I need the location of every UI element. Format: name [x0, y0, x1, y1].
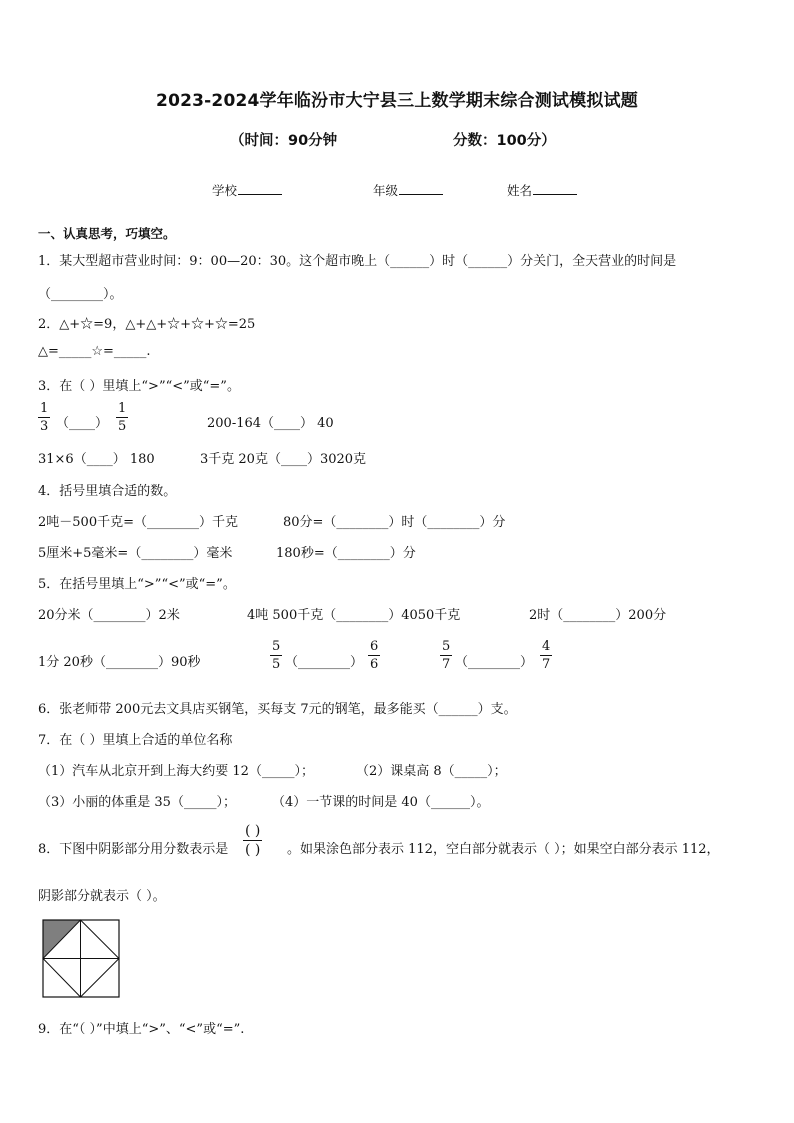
q4-row1b: 80分=（________）时（________）分 — [283, 515, 506, 530]
q3-item-d: 3千克 20克（____）3020克 — [200, 452, 367, 467]
q5-fraction-1 — [270, 640, 282, 671]
q5-fraction-3-num: 5 — [442, 639, 451, 654]
q7-item2: （2）课桌高 8（_____）； — [356, 764, 507, 779]
q8-fraction-den[interactable]: ( ) — [245, 842, 261, 858]
q3-item-c: 31×6（____） 180 — [38, 452, 155, 467]
q3-blank-a[interactable]: （____） — [56, 416, 109, 431]
q3-stem: 3．在（ ）里填上“>”“<”或“=”。 — [38, 379, 240, 394]
q4-stem: 4．括号里填合适的数。 — [38, 484, 177, 499]
q5-fraction-3-den: 7 — [442, 657, 451, 672]
school-field[interactable] — [212, 181, 282, 199]
grade-field[interactable] — [373, 181, 443, 199]
q5-blank-2[interactable]: （________） — [455, 655, 534, 670]
grade-label: 年级 — [373, 183, 399, 198]
q5-fraction-1-den: 5 — [272, 657, 281, 672]
name-field[interactable] — [507, 181, 577, 199]
q4-row1a: 2吨－500千克=（________）千克 — [38, 515, 238, 530]
q6-text: 6．张老师带 200元去文具店买钢笔，买每支 7元的钢笔，最多能买（______）支。 — [38, 702, 517, 717]
q5-fraction-2 — [368, 640, 380, 671]
q5-fraction-4 — [540, 640, 552, 671]
q8-square-figure — [42, 919, 120, 999]
grade-blank[interactable] — [399, 182, 443, 195]
q5-fraction-3 — [440, 640, 452, 671]
q3-fraction-a — [38, 402, 50, 433]
q8-suffix: 。如果涂色部分表示 112，空白部分就表示（ ）；如果空白部分表示 112， — [287, 842, 720, 857]
name-blank[interactable] — [533, 182, 577, 195]
exam-score: 分数：100分） — [453, 133, 556, 149]
q4-row2a: 5厘米+5毫米=（________）毫米 — [38, 546, 233, 561]
q5-blank-1[interactable]: （________） — [285, 655, 364, 670]
q5-fraction-2-num: 6 — [370, 639, 379, 654]
q3-fraction-b — [116, 402, 128, 433]
q7-stem: 7．在（ ）里填上合适的单位名称 — [38, 733, 233, 748]
q8-fraction-blank[interactable] — [243, 824, 262, 857]
q5-fraction-4-num: 4 — [542, 639, 551, 654]
q8-fraction-num[interactable]: ( ) — [245, 823, 261, 839]
q3-fraction-a-num: 1 — [40, 401, 49, 416]
school-label: 学校 — [212, 183, 238, 198]
q4-row2b: 180秒=（________）分 — [276, 546, 416, 561]
q5-stem: 5．在括号里填上“>”“<”或“=”。 — [38, 577, 236, 592]
q2-line1: 2．△+☆=9，△+△+☆+☆+☆=25 — [38, 317, 256, 332]
q7-item1: （1）汽车从北京开到上海大约要 12（_____）； — [38, 764, 314, 779]
q5-fraction-1-num: 5 — [272, 639, 281, 654]
q7-item3: （3）小丽的体重是 35（_____）； — [38, 795, 236, 810]
q9-text: 9．在“（ ）”中填上“>”、“<”或“=”. — [38, 1022, 245, 1037]
q2-line2: △=_____☆=_____. — [38, 344, 151, 359]
q8-prefix: 8．下图中阴影部分用分数表示是 — [38, 842, 229, 857]
name-label: 姓名 — [507, 183, 533, 198]
q5-fraction-4-den: 7 — [542, 657, 551, 672]
section-heading: 一、认真思考，巧填空。 — [38, 226, 176, 241]
q5-row1c: 2时（________）200分 — [529, 608, 667, 623]
q3-fraction-b-num: 1 — [118, 401, 127, 416]
q5-row1a: 20分米（________）2米 — [38, 608, 180, 623]
page-title: 2023-2024学年临汾市大宁县三上数学期末综合测试模拟试题 — [156, 91, 638, 111]
q5-row2a: 1分 20秒（________）90秒 — [38, 655, 201, 670]
q3-item-b: 200-164（____） 40 — [207, 416, 334, 431]
q8-line2: 阴影部分就表示（ ）。 — [38, 889, 166, 904]
q3-fraction-b-den: 5 — [118, 419, 127, 434]
q7-item4: （4）一节课的时间是 40（______）。 — [272, 795, 490, 810]
exam-time: （时间：90分钟 — [230, 133, 338, 149]
q1-line2: （________）。 — [38, 287, 123, 302]
school-blank[interactable] — [238, 182, 282, 195]
q5-row1b: 4吨 500千克（________）4050千克 — [247, 608, 461, 623]
q5-fraction-2-den: 6 — [370, 657, 379, 672]
q3-fraction-a-den: 3 — [40, 419, 49, 434]
q1-line1: 1．某大型超市营业时间：9：00—20：30。这个超市晚上（______）时（______）分关门，全天营业的时间是 — [38, 254, 677, 269]
